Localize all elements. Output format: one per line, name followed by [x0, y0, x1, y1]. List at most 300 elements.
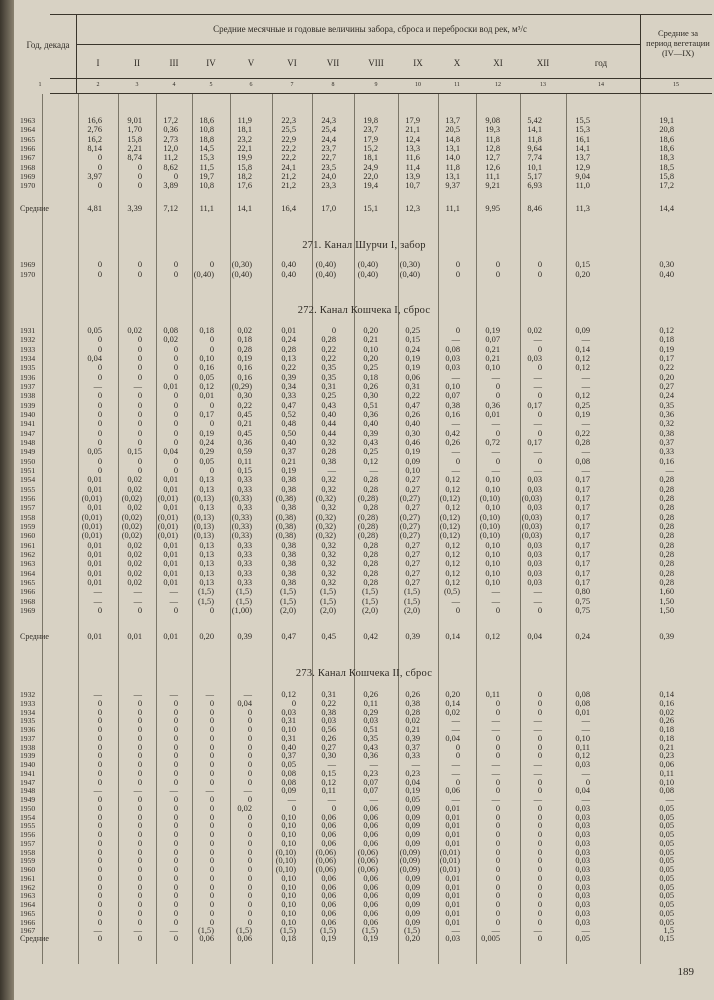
cell-col-2: 0 [97, 181, 102, 191]
cell-col-14: — [581, 381, 590, 391]
cell-col-14: 0,12 [575, 353, 590, 363]
cell-col-9: 0,18 [363, 372, 378, 382]
cell-col-10: 0,19 [405, 353, 420, 363]
cell-col-12: — [491, 447, 500, 457]
cell-col-11: 14,8 [445, 134, 460, 144]
cell-col-5: 0 [209, 900, 214, 909]
cell-col-8: 0,25 [321, 391, 336, 401]
cell-col-3: 0 [137, 803, 142, 813]
cell-col-9: 0,28 [363, 503, 378, 513]
cell-col-10: 11,6 [405, 153, 420, 163]
cell-col-2: 0 [97, 768, 102, 778]
cell-col-13: 0,17 [527, 400, 542, 410]
cell-col-2: 0 [97, 891, 102, 901]
cell-col-11: 0,12 [445, 503, 460, 513]
cell-col-3: 0 [137, 908, 142, 918]
cell-col-7: 0,10 [281, 830, 296, 839]
cell-col-3: 0,02 [127, 559, 142, 569]
cell-col-11: 0,06 [445, 786, 460, 796]
average-cell-col-15: 0,39 [659, 632, 674, 641]
cell-col-9: 0,40 [363, 419, 378, 429]
cell-col-10: 17,9 [405, 116, 420, 125]
cell-col-9: 0,21 [363, 335, 378, 345]
cell-col-14: 0,03 [575, 900, 590, 909]
cell-col-10: 0,26 [405, 409, 420, 419]
cell-col-5: 0 [209, 768, 214, 778]
cell-col-11: 0,14 [445, 698, 460, 708]
cell-col-7: 0,10 [281, 812, 296, 822]
average-cell-col-7: 0,47 [281, 632, 296, 641]
cell-col-13: 0,03 [527, 559, 542, 569]
row-year: 1950 [20, 456, 36, 466]
average-cell-col-14: 0,24 [575, 632, 590, 641]
cell-col-6: 0,33 [237, 568, 252, 578]
cell-col-11: — [451, 760, 460, 769]
cell-col-6: (1,5) [235, 596, 252, 606]
cell-col-12: 0 [495, 812, 500, 822]
cell-col-9: 22,0 [363, 171, 378, 181]
row-year: 1938 [20, 742, 36, 752]
cell-col-9: 0,06 [363, 821, 378, 831]
cell-col-9: 0,28 [363, 484, 378, 494]
cell-col-13: 0 [537, 409, 542, 419]
cell-col-6: 0 [247, 742, 252, 752]
cell-col-15: 19,1 [659, 116, 674, 125]
cell-col-13: 0 [537, 856, 542, 866]
cell-col-11: (0,01) [439, 847, 460, 857]
cell-col-2: 0 [97, 795, 102, 804]
cell-col-7: 0,10 [281, 838, 296, 848]
cell-col-11: 14,0 [445, 153, 460, 163]
cell-col-7: 24,1 [281, 162, 296, 172]
cell-col-7: 22,3 [281, 116, 296, 125]
cell-col-7: 0,39 [281, 372, 296, 382]
header-col-number-11: 11 [454, 82, 460, 88]
cell-col-10: (1,5) [403, 596, 420, 606]
cell-col-6: 0 [247, 856, 252, 866]
header-col-number-7: 7 [290, 82, 294, 88]
cell-col-4: 0 [173, 725, 178, 734]
cell-col-4: 0 [173, 847, 178, 857]
average-cell-col-2: 4,81 [87, 204, 102, 213]
cell-col-11: 0 [455, 605, 460, 615]
cell-col-6: 0 [247, 795, 252, 804]
cell-col-11: — [451, 335, 460, 345]
table-header [26, 14, 712, 94]
header-col-number-10: 10 [415, 82, 421, 88]
cell-col-11: 0,38 [445, 400, 460, 410]
cell-col-9: 0,20 [363, 326, 378, 335]
cell-col-10: 0,09 [405, 803, 420, 813]
cell-col-5: 0 [209, 725, 214, 734]
header-month-7: VII [326, 58, 340, 68]
cell-col-9: 0,25 [363, 363, 378, 373]
cell-col-4: 0,01 [163, 475, 178, 485]
cell-col-7: — [287, 795, 296, 804]
cell-col-7: (0,38) [275, 512, 296, 522]
header-month-3: III [169, 58, 179, 68]
cell-col-9: 0,28 [363, 475, 378, 485]
cell-col-13: 0,03 [527, 577, 542, 587]
cell-col-13: 0 [537, 707, 542, 717]
cell-col-14: 0,17 [575, 503, 590, 513]
cell-col-7: 0,21 [281, 456, 296, 466]
cell-col-2: 0,01 [87, 559, 102, 569]
cell-col-10: 0,27 [405, 549, 420, 559]
cell-col-14: 0,28 [575, 437, 590, 447]
average-cell-col-12: 0,005 [481, 934, 500, 943]
cell-col-3: 0 [137, 873, 142, 883]
cell-col-14: 0,03 [575, 865, 590, 874]
cell-col-10: 0,27 [405, 577, 420, 587]
header-rule-mid [50, 78, 712, 79]
cell-col-5: 14,5 [199, 143, 214, 153]
cell-col-7: 0,40 [281, 260, 296, 269]
cell-col-2: 0 [97, 153, 102, 163]
row-year: 1964 [20, 900, 36, 909]
cell-col-2: — [93, 690, 102, 699]
cell-col-4: 0 [173, 409, 178, 419]
cell-col-7: (0,10) [275, 847, 296, 857]
cell-col-14: 0 [585, 777, 590, 787]
cell-col-6: 0,33 [237, 475, 252, 485]
cell-col-4: 0,01 [163, 568, 178, 578]
cell-col-12: 0 [495, 908, 500, 918]
cell-col-14: 0,17 [575, 484, 590, 494]
cell-col-6: 0,02 [237, 326, 252, 335]
cell-col-4: 0 [173, 812, 178, 822]
cell-col-9: 0,25 [363, 447, 378, 457]
cell-col-8: 22,7 [321, 153, 336, 163]
cell-col-15: 0,28 [659, 559, 674, 569]
cell-col-13: (0,03) [521, 531, 542, 541]
cell-col-5: — [205, 690, 214, 699]
row-year: 1962 [20, 549, 36, 559]
cell-col-7: 0,38 [281, 559, 296, 569]
cell-col-10: 0,09 [405, 812, 420, 822]
cell-col-9: 0,06 [363, 908, 378, 918]
cell-col-13: — [533, 587, 542, 597]
cell-col-14: 14,1 [575, 143, 590, 153]
cell-col-8: (0,32) [315, 512, 336, 522]
row-year: 1934 [20, 353, 36, 363]
cell-col-3: 0 [137, 181, 142, 191]
cell-col-6: (0,33) [231, 493, 252, 503]
cell-col-6: 0 [247, 751, 252, 761]
cell-col-7: 0 [291, 698, 296, 708]
cell-col-6: 0,33 [237, 503, 252, 513]
cell-col-15: 0,32 [659, 419, 674, 429]
cell-col-4: — [169, 926, 178, 936]
cell-col-7: 0,33 [281, 391, 296, 401]
cell-col-12: 0,10 [485, 475, 500, 485]
cell-col-15: 18,5 [659, 162, 674, 172]
average-cell-col-8: 0,19 [321, 934, 336, 943]
cell-col-11: 0 [455, 742, 460, 752]
cell-col-8: 0,32 [321, 475, 336, 485]
cell-col-7: 0,08 [281, 777, 296, 787]
averages-row [14, 934, 714, 944]
cell-col-7: 0,19 [281, 465, 296, 475]
cell-col-4: (0,01) [157, 493, 178, 503]
cell-col-6: 0 [247, 882, 252, 892]
cell-col-8: 0,15 [321, 768, 336, 778]
cell-col-6: 22,1 [237, 143, 252, 153]
cell-col-5: 10,8 [199, 181, 214, 191]
cell-col-9: 0,06 [363, 891, 378, 901]
cell-col-2: 0 [97, 419, 102, 429]
cell-col-11: 0,04 [445, 733, 460, 743]
cell-col-14: — [581, 926, 590, 936]
cell-col-13: 0 [537, 917, 542, 927]
cell-col-7: 21,2 [281, 171, 296, 181]
cell-col-12: 0,36 [485, 400, 500, 410]
cell-col-8: 0,32 [321, 503, 336, 513]
cell-col-15: 0,18 [659, 733, 674, 743]
cell-col-12: — [491, 926, 500, 936]
cell-col-5: 0,13 [199, 577, 214, 587]
cell-col-12: 0,10 [485, 484, 500, 494]
cell-col-5: 0 [209, 917, 214, 927]
cell-col-3: 0 [137, 437, 142, 447]
cell-col-7: 0,08 [281, 768, 296, 778]
cell-col-6: 0,02 [237, 803, 252, 813]
cell-col-5: (0,40) [193, 270, 214, 279]
cell-col-10: 0,27 [405, 559, 420, 569]
cell-col-8: 0,12 [321, 777, 336, 787]
cell-col-13: 0 [537, 690, 542, 699]
cell-col-7: 0,38 [281, 503, 296, 513]
cell-col-9: 0,28 [363, 568, 378, 578]
cell-col-10: 13,3 [405, 143, 420, 153]
average-cell-col-11: 11,1 [445, 204, 460, 213]
cell-col-5: 0,01 [199, 391, 214, 401]
cell-col-6: 19,9 [237, 153, 252, 163]
cell-col-5: 0 [209, 838, 214, 848]
cell-col-13: 0,17 [527, 437, 542, 447]
cell-col-10: 0,09 [405, 456, 420, 466]
average-cell-col-11: 0,14 [445, 632, 460, 641]
cell-col-5: 0,13 [199, 540, 214, 550]
cell-col-7: 0,50 [281, 428, 296, 438]
cell-col-8: 25,4 [321, 125, 336, 135]
cell-col-9: 0,51 [363, 725, 378, 734]
cell-col-11: — [451, 447, 460, 457]
header-col-number-8: 8 [331, 82, 335, 88]
cell-col-5: 18,8 [199, 134, 214, 144]
cell-col-8: 0,32 [321, 559, 336, 569]
cell-col-8: 24,3 [321, 116, 336, 125]
cell-col-11: 0,12 [445, 568, 460, 578]
cell-col-10: 12,4 [405, 134, 420, 144]
cell-col-10: 0,27 [405, 503, 420, 513]
cell-col-13: — [533, 716, 542, 726]
cell-col-8: 0,06 [321, 882, 336, 892]
cell-col-3: 0 [137, 698, 142, 708]
cell-col-5: 0 [209, 335, 214, 345]
cell-col-15: 0,05 [659, 891, 674, 901]
cell-col-7: (0,38) [275, 521, 296, 531]
table-row [14, 270, 714, 280]
cell-col-15: 18,6 [659, 134, 674, 144]
cell-col-13: 0,03 [527, 475, 542, 485]
cell-col-14: 0,19 [575, 409, 590, 419]
cell-col-2: 0,01 [87, 475, 102, 485]
average-cell-col-15: 0,15 [659, 934, 674, 943]
cell-col-7: (2,0) [279, 605, 296, 615]
cell-col-13: 0,03 [527, 549, 542, 559]
cell-col-10: 11,4 [405, 162, 420, 172]
row-year: 1939 [20, 751, 36, 761]
cell-col-7: 0,38 [281, 577, 296, 587]
cell-col-13: 0,03 [527, 540, 542, 550]
cell-col-2: 0 [97, 716, 102, 726]
cell-col-5: 0 [209, 795, 214, 804]
header-month-4: IV [206, 58, 216, 68]
cell-col-12: 11,1 [485, 171, 500, 181]
cell-col-8: (1,5) [319, 926, 336, 936]
header-month-12: XII [536, 58, 550, 68]
cell-col-4: 0 [173, 465, 178, 475]
header-month-2: II [134, 58, 140, 68]
cell-col-13: 0 [537, 751, 542, 761]
cell-col-2: 0,05 [87, 326, 102, 335]
cell-col-4: 0 [173, 873, 178, 883]
cell-col-6: 0,33 [237, 540, 252, 550]
cell-col-13: 0 [537, 344, 542, 354]
cell-col-12: 0,19 [485, 326, 500, 335]
cell-col-4: 0 [173, 716, 178, 726]
cell-col-6: 17,6 [237, 181, 252, 191]
cell-col-15: — [665, 465, 674, 475]
cell-col-4: — [169, 690, 178, 699]
cell-col-10: (0,40) [399, 270, 420, 279]
cell-col-4: 0 [173, 777, 178, 787]
cell-col-6: 0,59 [237, 447, 252, 457]
cell-col-8: 0,06 [321, 917, 336, 927]
cell-col-6: 0 [247, 838, 252, 848]
cell-col-5: (0,13) [193, 531, 214, 541]
cell-col-7: 0,01 [281, 326, 296, 335]
average-cell-col-4: 0,01 [163, 632, 178, 641]
cell-col-11: (0,5) [443, 587, 460, 597]
cell-col-8: (0,06) [315, 865, 336, 874]
header-month-5: V [247, 58, 255, 68]
cell-col-12: (0,10) [479, 493, 500, 503]
cell-col-5: (0,13) [193, 493, 214, 503]
cell-col-6: 0,33 [237, 577, 252, 587]
cell-col-12: — [491, 716, 500, 726]
cell-col-11: 0,01 [445, 803, 460, 813]
cell-col-6: 0,04 [237, 698, 252, 708]
cell-col-3: 0 [137, 812, 142, 822]
cell-col-4: 0 [173, 363, 178, 373]
cell-col-11: 0,01 [445, 812, 460, 822]
cell-col-13: (0,03) [521, 521, 542, 531]
cell-col-12: 0 [495, 803, 500, 813]
cell-col-11: (0,01) [439, 856, 460, 866]
cell-col-14: 0,01 [575, 707, 590, 717]
cell-col-13: 0,03 [527, 568, 542, 578]
cell-col-10: 0,39 [405, 733, 420, 743]
cell-col-5: 0,12 [199, 381, 214, 391]
cell-col-13: (0,03) [521, 493, 542, 503]
cell-col-12: — [491, 768, 500, 778]
cell-col-13: 0,03 [527, 484, 542, 494]
cell-col-3: 0 [137, 456, 142, 466]
cell-col-15: 0,28 [659, 475, 674, 485]
cell-col-5: 19,7 [199, 171, 214, 181]
cell-col-2: 0 [97, 856, 102, 866]
cell-col-6: 0 [247, 917, 252, 927]
cell-col-6: — [243, 786, 252, 796]
cell-col-14: 0,08 [575, 456, 590, 466]
cell-col-7: 25,5 [281, 125, 296, 135]
averages-label: Средние [20, 934, 49, 943]
cell-col-8: 0,32 [321, 540, 336, 550]
cell-col-3: 0 [137, 344, 142, 354]
cell-col-9: 0,06 [363, 917, 378, 927]
cell-col-11: 0,12 [445, 540, 460, 550]
cell-col-2: — [93, 786, 102, 796]
cell-col-13: 0 [537, 803, 542, 813]
cell-col-12: 9,08 [485, 116, 500, 125]
cell-col-4: 0 [173, 908, 178, 918]
row-year: 1959 [20, 521, 36, 531]
cell-col-6: 0 [247, 821, 252, 831]
cell-col-5: 0 [209, 733, 214, 743]
cell-col-9: (1,5) [361, 926, 378, 936]
row-year: 1964 [20, 125, 36, 135]
cell-col-14: 0,03 [575, 917, 590, 927]
cell-col-2: 0,01 [87, 503, 102, 513]
cell-col-7: 0,47 [281, 400, 296, 410]
header-col-number-2: 2 [96, 82, 100, 88]
cell-col-12: 0 [495, 391, 500, 401]
section-title: 271. Канал Шурчи I, забор [302, 240, 426, 251]
cell-col-8: 0,35 [321, 363, 336, 373]
cell-col-9: 0,06 [363, 838, 378, 848]
cell-col-3: 0 [137, 419, 142, 429]
cell-col-5: 0 [209, 344, 214, 354]
cell-col-12: 11,8 [485, 134, 500, 144]
cell-col-14: 0,75 [575, 605, 590, 615]
cell-col-4: 0 [173, 882, 178, 892]
cell-col-4: 0 [173, 891, 178, 901]
cell-col-6: 0 [247, 900, 252, 909]
cell-col-13: 0 [537, 456, 542, 466]
cell-col-13: 0 [537, 786, 542, 796]
average-cell-col-2: 0 [97, 934, 102, 943]
cell-col-11: 0 [455, 456, 460, 466]
row-year: 1939 [20, 400, 36, 410]
cell-col-3: 0 [137, 742, 142, 752]
cell-col-9: 0,20 [363, 353, 378, 363]
row-year: 1961 [20, 540, 36, 550]
table-row [14, 260, 714, 270]
table-row [14, 181, 714, 191]
cell-col-5: 18,6 [199, 116, 214, 125]
cell-col-5: 0,13 [199, 559, 214, 569]
cell-col-11: 13,1 [445, 143, 460, 153]
cell-col-4: (0,01) [157, 512, 178, 522]
cell-col-8: 24,4 [321, 134, 336, 144]
cell-col-14: 0,15 [575, 260, 590, 269]
cell-col-2: 3,97 [87, 171, 102, 181]
cell-col-12: — [491, 760, 500, 769]
cell-col-8: 0,30 [321, 751, 336, 761]
row-year: 1948 [20, 786, 36, 796]
